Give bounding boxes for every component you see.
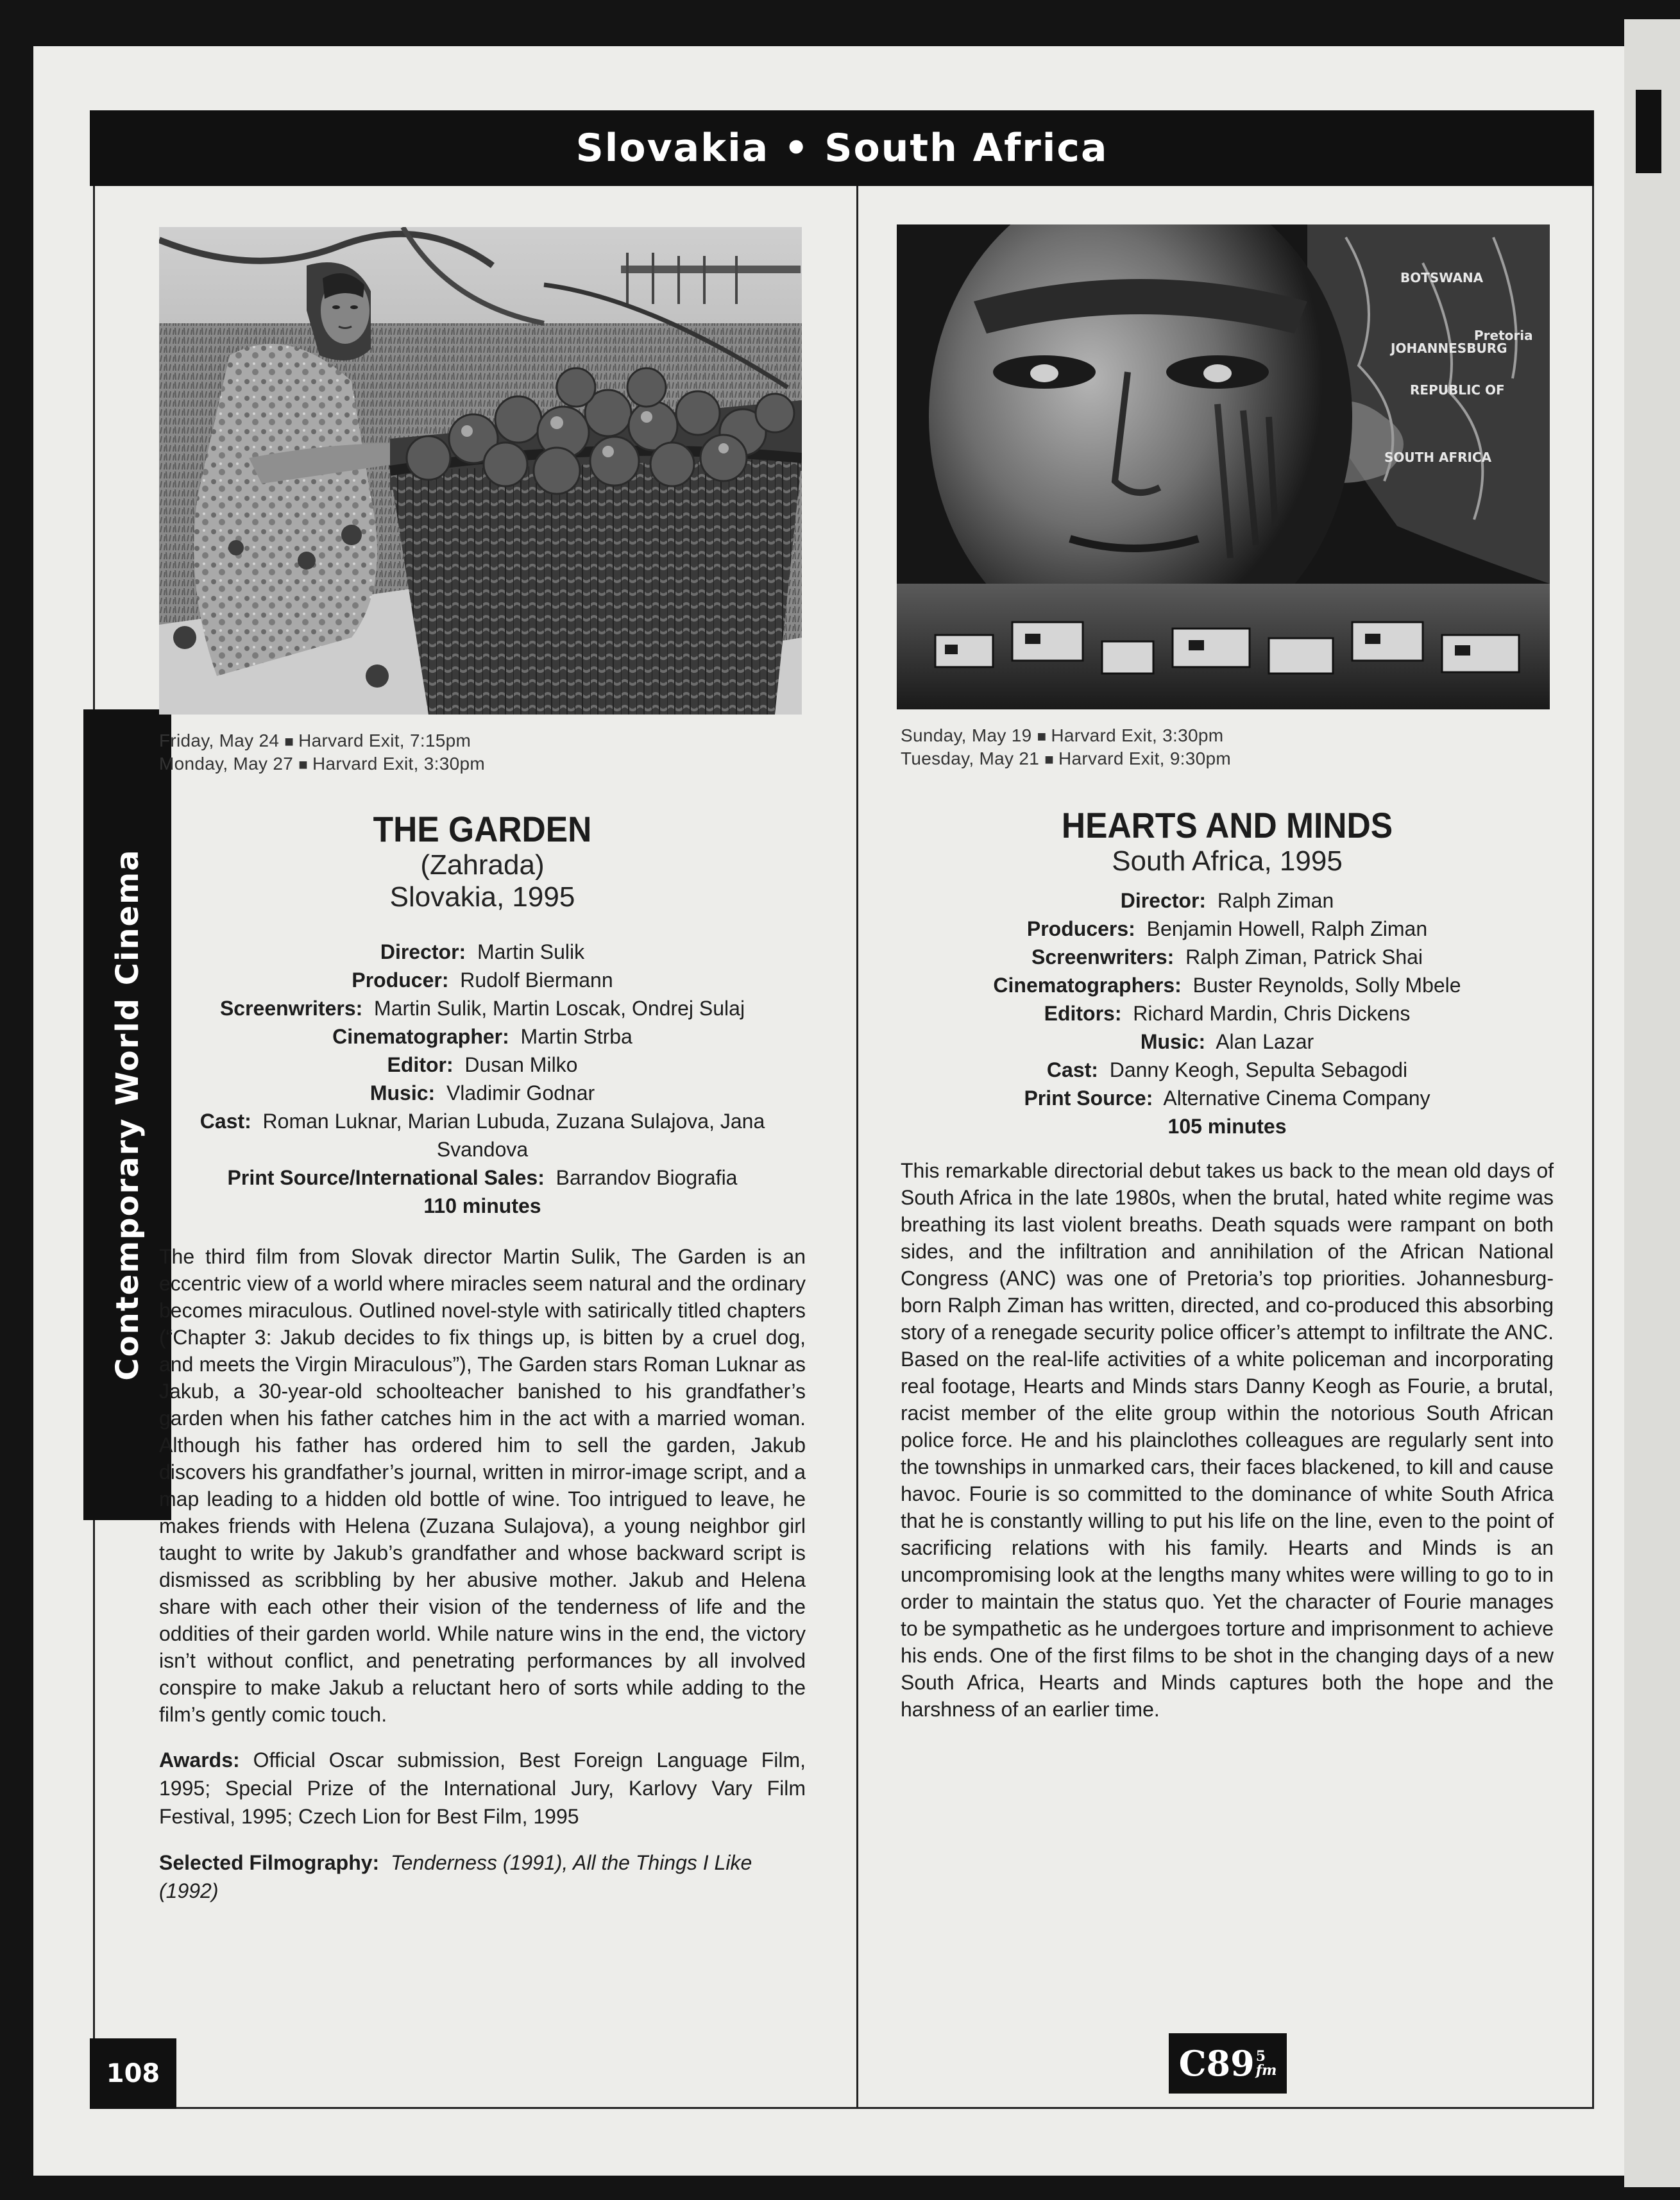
runtime: 110 minutes [423,1194,541,1217]
credit-music: Music: Alan Lazar [1140,1030,1314,1053]
map-label-south-africa: SOUTH AFRICA [1384,450,1492,465]
credit-cast: Cast: Danny Keogh, Sepulta Sebagodi [1046,1058,1408,1081]
runtime: 105 minutes [1167,1115,1287,1138]
left-showtimes [159,730,806,776]
adjacent-page-edge [1624,19,1680,2187]
the-garden-still-photo [159,227,802,715]
showtime-line: Friday, May 24 ■ Harvard Exit, 7:15pm [159,731,471,750]
credit-print-source: Print Source: Alternative Cinema Company [1024,1087,1430,1110]
map-label-botswana: BOTSWANA [1400,270,1484,285]
synopsis: The third film from Slovak director Martin Sulik, The Garden is an eccentric view of a world where miracles seem natural and the ordinary becomes miraculous. Outlined novel-style with satirically titled chapters (“Chapter 3: Jakub decides to fix things up, is bitten by a cruel dog, and meets the Virgin Miraculous”), The Garden stars Roman Luknar as Jakub, a 30-year-old schoolteacher banished to his grandfather’s garden when his father catches him in the act with a married woman. Although his father has ordered him to sell the garden, Jakub discovers his grandfather’s journal, written in mirror-image script, and a map leading to a hidden old bottle of wine. Too intrigued to leave, he makes friends with Helena (Zuzana Sulajova), a young neighbor girl taught to write by Jakub’s grandfather and whose backward script is dismissed as scribbling by her abusive mother. Jakub and Helena share with each other their vision of the tenderness of life and the oddities of their garden world. While nature wins in the end, the victory isn’t without conflict, and penetrating performances by all involved conspire to make Jakub a reluctant hero of sorts while adding to the film’s gently comic touch. [159,1245,806,1726]
column-divider [856,186,858,2109]
credit-screenwriters: Screenwriters: Ralph Ziman, Patrick Shai [1031,945,1423,969]
original-title: (Zahrada) [420,849,545,881]
synopsis: This remarkable directorial debut takes us back to the mean old days of South Africa in the late 1980s, when the brutal, hated white regime was breathing its last violent breaths. Death squads were rampant on both sides, and the infiltration and annihilation of the African National Congress (ANC) was one of Pretoria’s top priorities. Johannesburg-born Ralph Ziman has written, directed, and co-produced this absorbing story of a renegade security police officer’s attempt to infiltrate the ANC. Based on the real-life activities of a white policeman and incorporating real footage, Hearts and Minds stars Danny Keogh as Fourie, a brutal, racist member of the elite group within the notorious South African police force. He and his plainclothes colleagues are regularly sent into the townships in unmarked cars, their faces blackened, to kill and cause havoc. Fourie is so committed to the dominance of white South Africa that he is constantly willing to put his life on the line, even to the point of sacrificing relations with his family. Hearts and Minds is an uncompromising look at the lengths many whites were willing to go to in order to maintain the status quo. Yet the character of Fourie manages to be sympathetic as he undergoes torture and imprisonment to achieve his ends. One of the first films to be shot in the changing days of a new South Africa, Hearts and Minds captures both the hope and the harshness of an earlier time. [901,1159,1554,1721]
right-film-column [901,725,1554,1723]
page-number: 108 [90,2038,176,2109]
credit-print-source: Print Source/International Sales: Barrandov Biografia [227,1166,738,1189]
credit-screenwriters: Screenwriters: Martin Sulik, Martin Loscak, Ondrej Sulaj [219,997,745,1020]
side-tab-label: Contemporary World Cinema [109,849,146,1381]
section-header: Slovakia • South Africa [90,110,1594,186]
credit-cinematographers: Cinematographers: Buster Reynolds, Solly Mbele [993,974,1461,997]
film-title: THE GARDEN [373,809,592,849]
credit-editors: Editors: Richard Mardin, Chris Dickens [1044,1002,1411,1025]
credits-list [901,886,1554,1112]
filmography: Selected Filmography: Tenderness (1991), All the Things I Like (1992) [159,1851,752,1902]
credit-music: Music: Vladimir Godnar [369,1081,595,1104]
credit-producer: Producer: Rudolf Biermann [352,969,613,992]
country-year: South Africa, 1995 [1112,845,1343,877]
map-label-johannesburg: JOHANNESBURG [1391,341,1507,356]
credit-director: Director: Martin Sulik [380,940,585,963]
credits-list [159,938,806,1192]
awards: Awards: Official Oscar submission, Best Foreign Language Film, 1995; Special Prize of the International Jury, Karlovy Vary Film Festival, 1995; Czech Lion for Best Film, 1995 [159,1748,806,1828]
credit-producers: Producers: Benjamin Howell, Ralph Ziman [1026,917,1428,940]
credit-editor: Editor: Dusan Milko [387,1053,578,1076]
showtime-line: Monday, May 27 ■ Harvard Exit, 3:30pm [159,754,485,774]
map-label-pretoria: Pretoria [1474,328,1533,343]
film-title: HEARTS AND MINDS [1061,805,1393,845]
sponsor-logo: C89 5 fm [1169,2033,1287,2094]
credit-cast: Cast: Roman Luknar, Marian Lubuda, Zuzana Sulajova, Jana Svandova [199,1110,765,1161]
right-showtimes [901,725,1554,771]
map-label-republic-of: REPUBLIC OF [1410,382,1505,398]
showtime-line: Sunday, May 19 ■ Harvard Exit, 3:30pm [901,725,1224,745]
credit-cinematographer: Cinematographer: Martin Strba [332,1025,632,1048]
country-year: Slovakia, 1995 [389,881,575,913]
showtime-line: Tuesday, May 21 ■ Harvard Exit, 9:30pm [901,749,1232,768]
side-tab [83,709,171,1520]
hearts-and-minds-still-photo [897,224,1550,709]
left-film-column [159,730,806,1905]
credit-director: Director: Ralph Ziman [1120,889,1334,912]
